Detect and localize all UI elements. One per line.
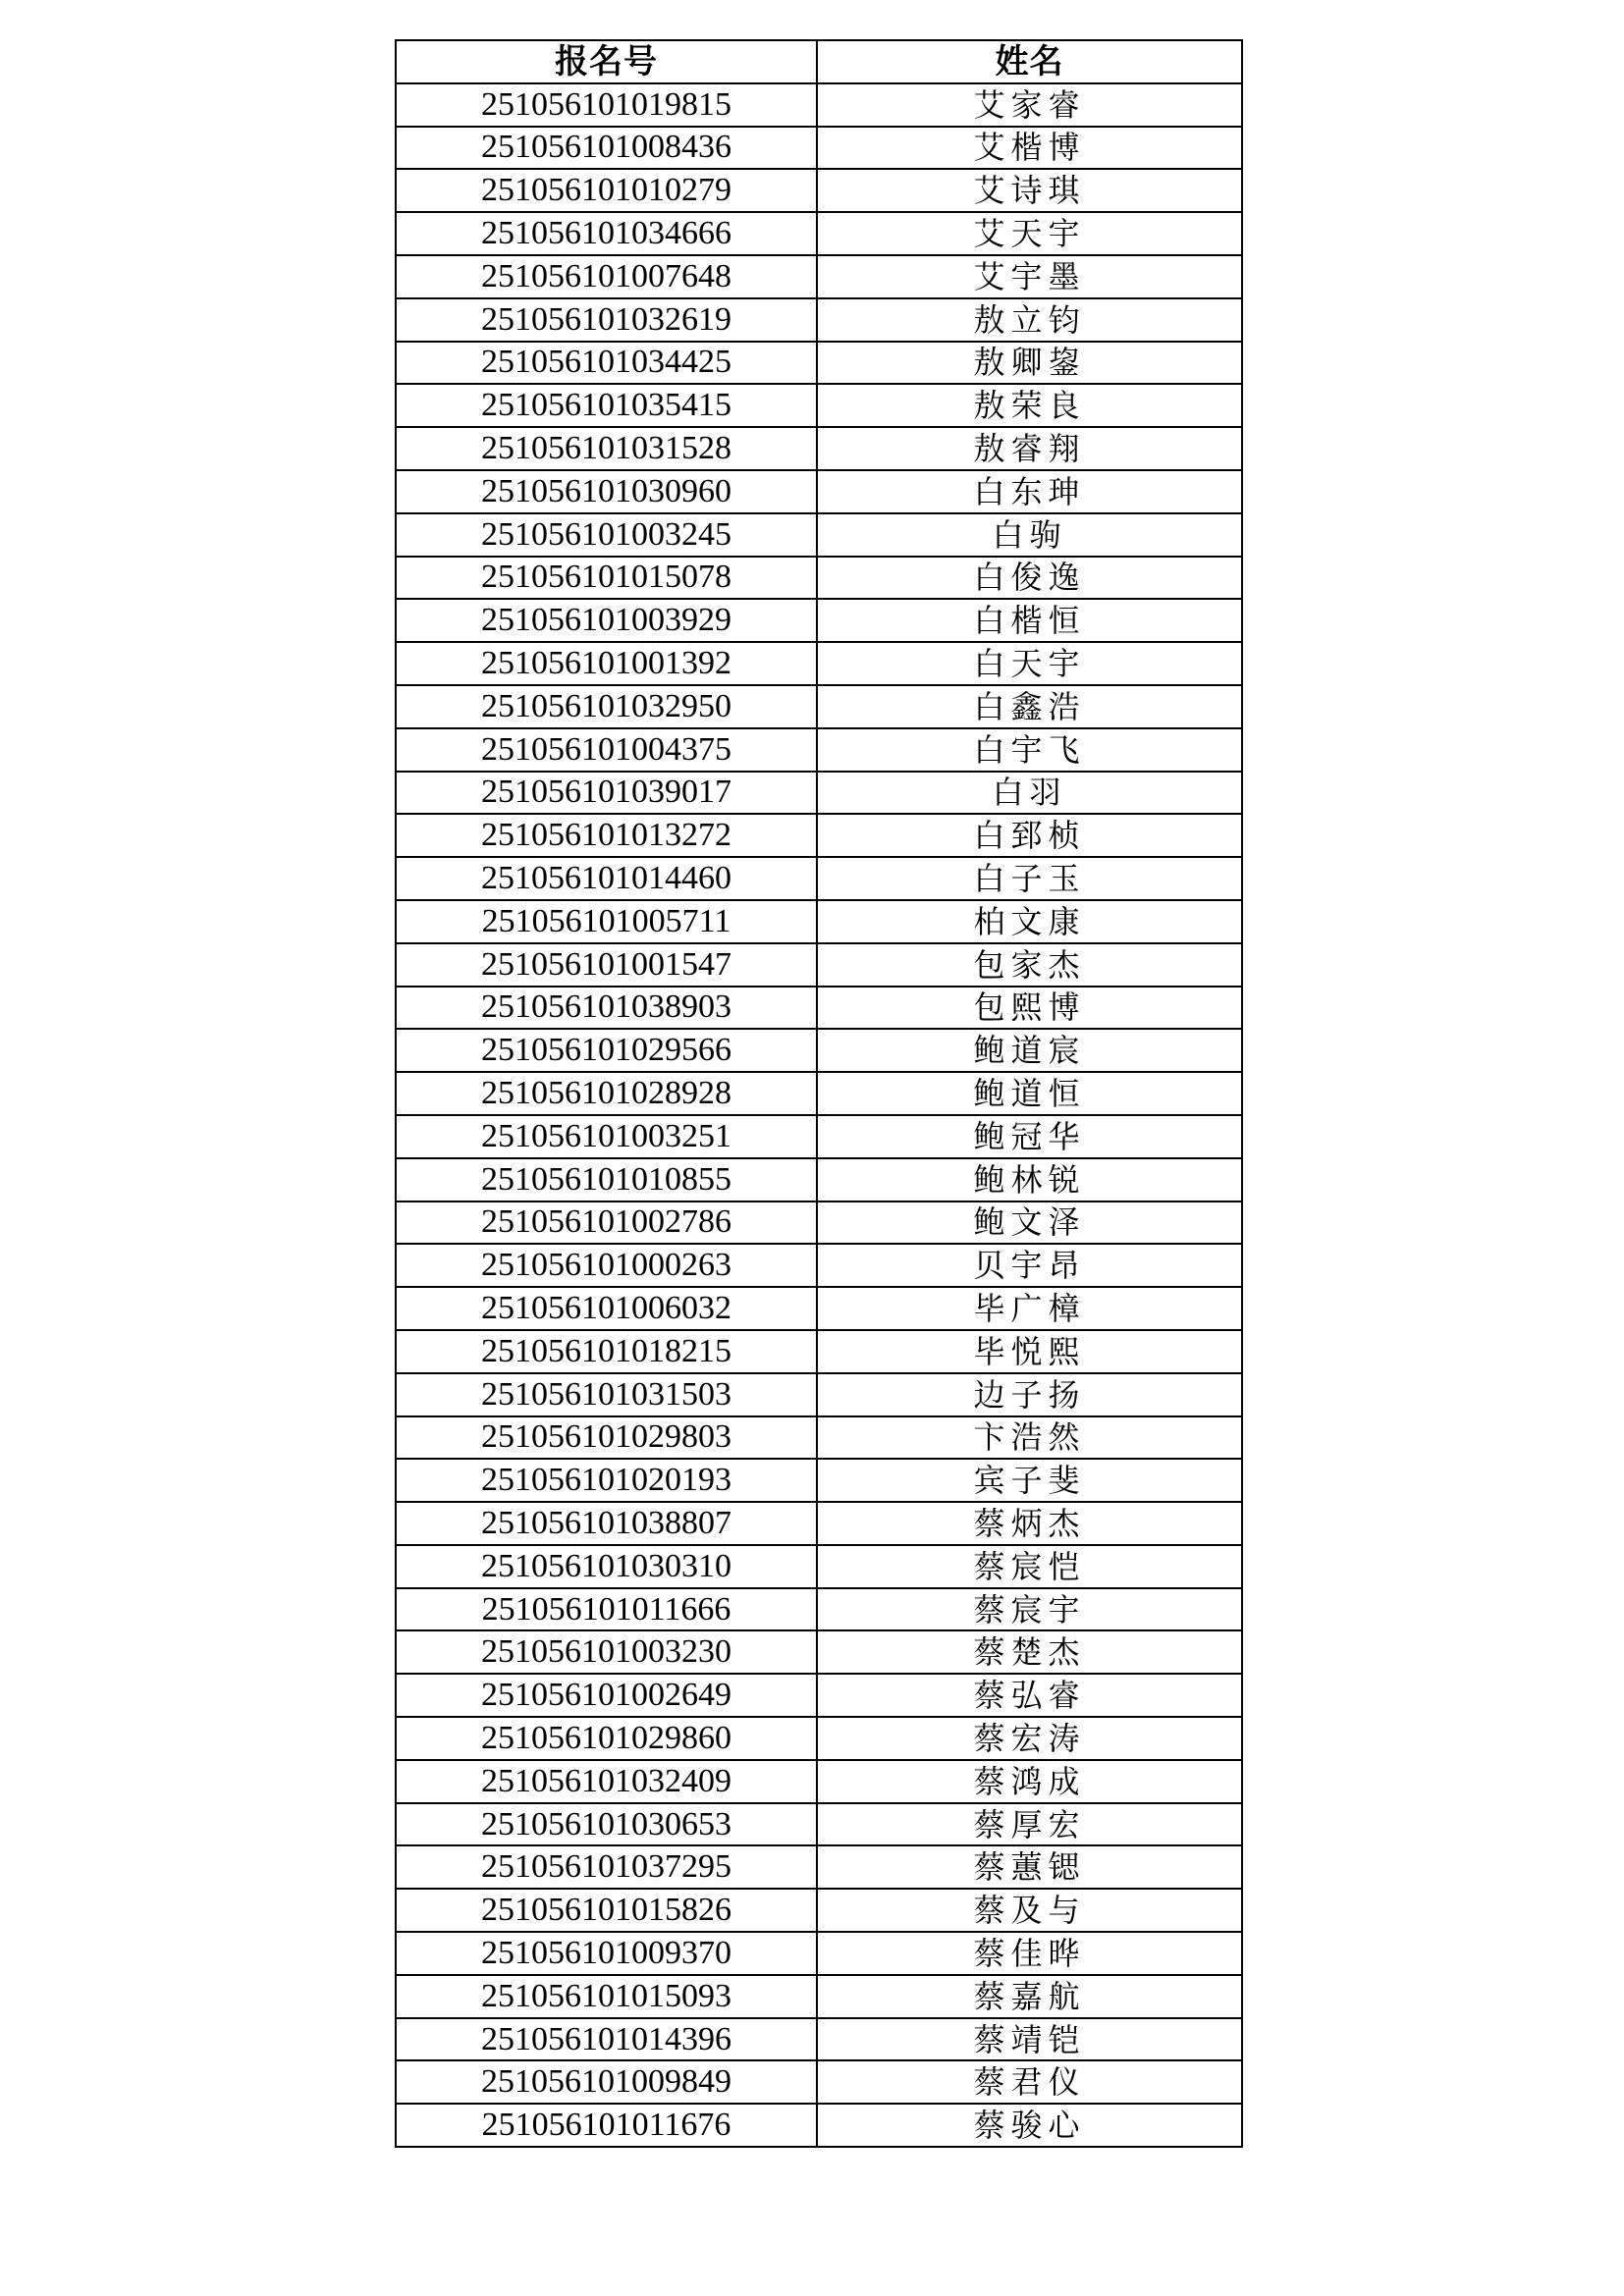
name-cell: 鲍林锐 <box>817 1158 1242 1201</box>
name-cell: 包家杰 <box>817 943 1242 987</box>
registration-number-cell: 251056101014460 <box>396 857 817 900</box>
table-row <box>396 127 1242 170</box>
table-row <box>396 557 1242 600</box>
registration-number-cell: 251056101029803 <box>396 1416 817 1460</box>
registration-number-cell: 251056101030653 <box>396 1803 817 1846</box>
table-row <box>396 384 1242 427</box>
registration-number-cell: 251056101032950 <box>396 685 817 728</box>
table-row <box>396 1459 1242 1502</box>
registration-number-cell: 251056101000263 <box>396 1244 817 1287</box>
registration-number-cell: 251056101008436 <box>396 127 817 170</box>
registration-number-cell: 251056101001392 <box>396 642 817 685</box>
name-cell: 敖立钧 <box>817 298 1242 342</box>
name-cell: 蔡骏心 <box>817 2104 1242 2147</box>
registration-number-cell: 251056101003230 <box>396 1630 817 1674</box>
name-cell: 蔡宏涛 <box>817 1717 1242 1760</box>
table-row <box>396 1373 1242 1416</box>
registration-number-cell: 251056101030310 <box>396 1545 817 1588</box>
table-row <box>396 1760 1242 1803</box>
registration-number-cell: 251056101030960 <box>396 470 817 513</box>
table-row <box>396 83 1242 127</box>
roster-page <box>395 39 1241 2148</box>
table-row <box>396 1630 1242 1674</box>
registration-number-cell: 251056101003251 <box>396 1115 817 1158</box>
name-cell: 敖荣良 <box>817 384 1242 427</box>
name-cell: 白俊逸 <box>817 557 1242 600</box>
name-cell: 鲍文泽 <box>817 1201 1242 1245</box>
table-row <box>396 1502 1242 1545</box>
registration-number-cell: 251056101035415 <box>396 384 817 427</box>
table-row <box>396 169 1242 212</box>
name-cell: 白羽 <box>817 772 1242 815</box>
registration-number-cell: 251056101002649 <box>396 1674 817 1717</box>
name-cell: 白天宇 <box>817 642 1242 685</box>
name-cell: 蔡楚杰 <box>817 1630 1242 1674</box>
registration-number-cell: 251056101011676 <box>396 2104 817 2147</box>
registration-number-cell: 251056101002786 <box>396 1201 817 1245</box>
name-cell: 白郅桢 <box>817 814 1242 857</box>
table-row <box>396 2060 1242 2104</box>
registration-number-cell: 251056101029860 <box>396 1717 817 1760</box>
table-row <box>396 513 1242 557</box>
registration-number-cell: 251056101007648 <box>396 255 817 298</box>
header-row <box>396 40 1242 83</box>
name-cell: 蔡厚宏 <box>817 1803 1242 1846</box>
name-cell: 蔡靖铠 <box>817 2018 1242 2061</box>
table-row <box>396 427 1242 470</box>
name-cell: 艾家睿 <box>817 83 1242 127</box>
table-row <box>396 1029 1242 1072</box>
registration-number-cell: 251056101010855 <box>396 1158 817 1201</box>
registration-number-cell: 251056101004375 <box>396 728 817 772</box>
registration-number-cell: 251056101039017 <box>396 772 817 815</box>
name-cell: 鲍道宸 <box>817 1029 1242 1072</box>
registration-number-cell: 251056101032619 <box>396 298 817 342</box>
table-row <box>396 2104 1242 2147</box>
table-row <box>396 900 1242 943</box>
registration-number-cell: 251056101015093 <box>396 1975 817 2018</box>
registration-number-cell: 251056101010279 <box>396 169 817 212</box>
table-row <box>396 1674 1242 1717</box>
name-cell: 艾天宇 <box>817 212 1242 255</box>
table-row <box>396 857 1242 900</box>
table-row <box>396 1803 1242 1846</box>
registration-number-cell: 251056101034425 <box>396 342 817 385</box>
registration-number-cell: 251056101032409 <box>396 1760 817 1803</box>
registration-number-cell: 251056101001547 <box>396 943 817 987</box>
registration-number-cell: 251056101013272 <box>396 814 817 857</box>
table-row <box>396 2018 1242 2061</box>
table-row <box>396 1072 1242 1115</box>
registration-number-cell: 251056101009370 <box>396 1932 817 1975</box>
table-row <box>396 255 1242 298</box>
table-row <box>396 728 1242 772</box>
registration-number-cell: 251056101031503 <box>396 1373 817 1416</box>
name-cell: 白鑫浩 <box>817 685 1242 728</box>
name-cell: 卞浩然 <box>817 1416 1242 1460</box>
table-row <box>396 1932 1242 1975</box>
registration-number-cell: 251056101019815 <box>396 83 817 127</box>
table-row <box>396 772 1242 815</box>
table-row <box>396 1588 1242 1631</box>
name-cell: 蔡弘睿 <box>817 1674 1242 1717</box>
registration-number-cell: 251056101028928 <box>396 1072 817 1115</box>
name-cell: 鲍道恒 <box>817 1072 1242 1115</box>
registration-number-cell: 251056101009849 <box>396 2060 817 2104</box>
table-row <box>396 685 1242 728</box>
name-cell: 蔡嘉航 <box>817 1975 1242 2018</box>
name-cell: 柏文康 <box>817 900 1242 943</box>
name-cell: 白东珅 <box>817 470 1242 513</box>
table-row <box>396 1845 1242 1889</box>
column-header-name: 姓名 <box>817 40 1242 83</box>
name-cell: 毕广樟 <box>817 1287 1242 1330</box>
registration-number-cell: 251056101037295 <box>396 1845 817 1889</box>
table-row <box>396 1201 1242 1245</box>
name-cell: 蔡炳杰 <box>817 1502 1242 1545</box>
name-cell: 蔡君仪 <box>817 2060 1242 2104</box>
table-row <box>396 1889 1242 1932</box>
name-cell: 蔡蕙锶 <box>817 1845 1242 1889</box>
table-row <box>396 298 1242 342</box>
name-cell: 蔡佳晔 <box>817 1932 1242 1975</box>
name-cell: 宾子斐 <box>817 1459 1242 1502</box>
table-row <box>396 212 1242 255</box>
table-body <box>396 83 1242 2147</box>
name-cell: 蔡及与 <box>817 1889 1242 1932</box>
registration-number-cell: 251056101038807 <box>396 1502 817 1545</box>
table-row <box>396 1975 1242 2018</box>
table-row <box>396 1416 1242 1460</box>
registration-number-cell: 251056101014396 <box>396 2018 817 2061</box>
table-header <box>396 40 1242 83</box>
registration-number-cell: 251056101020193 <box>396 1459 817 1502</box>
table-row <box>396 1287 1242 1330</box>
name-cell: 蔡宸恺 <box>817 1545 1242 1588</box>
roster-table <box>395 39 1243 2148</box>
name-cell: 边子扬 <box>817 1373 1242 1416</box>
name-cell: 艾诗琪 <box>817 169 1242 212</box>
table-row <box>396 1545 1242 1588</box>
registration-number-cell: 251056101003929 <box>396 599 817 642</box>
column-header-registration-number: 报名号 <box>396 40 817 83</box>
name-cell: 敖卿鋆 <box>817 342 1242 385</box>
registration-number-cell: 251056101003245 <box>396 513 817 557</box>
registration-number-cell: 251056101006032 <box>396 1287 817 1330</box>
registration-number-cell: 251056101031528 <box>396 427 817 470</box>
registration-number-cell: 251056101011666 <box>396 1588 817 1631</box>
registration-number-cell: 251056101018215 <box>396 1330 817 1373</box>
name-cell: 毕悦熙 <box>817 1330 1242 1373</box>
table-row <box>396 1158 1242 1201</box>
name-cell: 鲍冠华 <box>817 1115 1242 1158</box>
name-cell: 白楷恒 <box>817 599 1242 642</box>
table-row <box>396 814 1242 857</box>
table-row <box>396 987 1242 1030</box>
name-cell: 贝宇昂 <box>817 1244 1242 1287</box>
name-cell: 敖睿翔 <box>817 427 1242 470</box>
table-row <box>396 342 1242 385</box>
table-row <box>396 1717 1242 1760</box>
name-cell: 艾楷博 <box>817 127 1242 170</box>
name-cell: 艾宇墨 <box>817 255 1242 298</box>
name-cell: 白宇飞 <box>817 728 1242 772</box>
registration-number-cell: 251056101005711 <box>396 900 817 943</box>
name-cell: 白子玉 <box>817 857 1242 900</box>
name-cell: 包熙博 <box>817 987 1242 1030</box>
table-row <box>396 1330 1242 1373</box>
table-row <box>396 470 1242 513</box>
table-row <box>396 642 1242 685</box>
name-cell: 蔡鸿成 <box>817 1760 1242 1803</box>
registration-number-cell: 251056101015826 <box>396 1889 817 1932</box>
registration-number-cell: 251056101034666 <box>396 212 817 255</box>
name-cell: 蔡宸宇 <box>817 1588 1242 1631</box>
registration-number-cell: 251056101038903 <box>396 987 817 1030</box>
table-row <box>396 599 1242 642</box>
table-row <box>396 1115 1242 1158</box>
registration-number-cell: 251056101015078 <box>396 557 817 600</box>
name-cell: 白驹 <box>817 513 1242 557</box>
registration-number-cell: 251056101029566 <box>396 1029 817 1072</box>
table-row <box>396 943 1242 987</box>
table-row <box>396 1244 1242 1287</box>
